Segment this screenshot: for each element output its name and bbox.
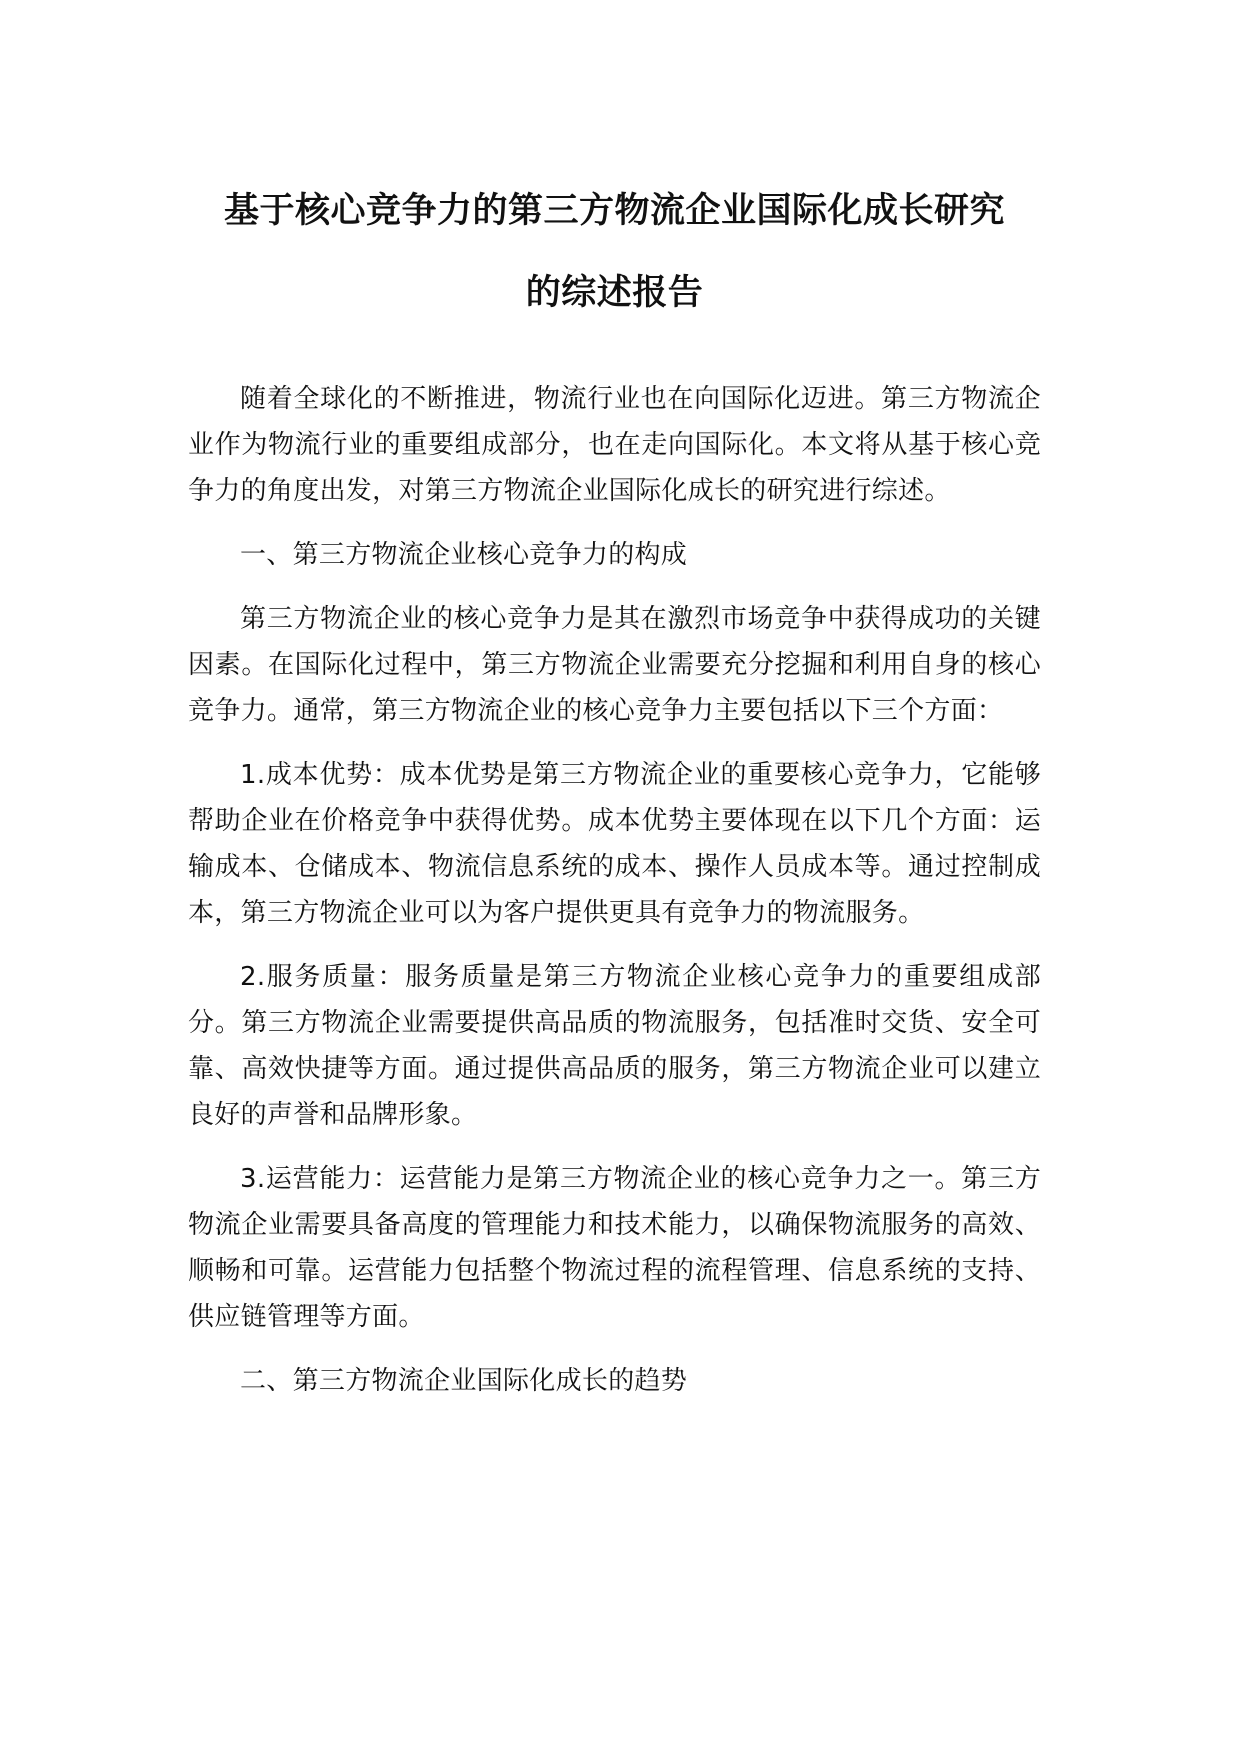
body-paragraph: 第三方物流企业的核心竞争力是其在激烈市场竞争中获得成功的关键因素。在国际化过程中，第三方物流企业需要充分挖掘和利用自身的核心竞争力。通常，第三方物流企业的核心竞争力主要包括以下三个方面：: [188, 604, 1041, 726]
section-heading-2: 二、第三方物流企业国际化成长的趋势: [240, 1366, 688, 1396]
document-title: [188, 0, 1041, 334]
list-item-operations: 3.运营能力：运营能力是第三方物流企业的核心竞争力之一。第三方物流企业需要具备高度的管理能力和技术能力，以确保物流服务的高效、顺畅和可靠。运营能力包括整个物流过程的流程管理、信息系统的支持、供应链管理等方面。: [188, 1164, 1041, 1332]
title-line-2: 的综述报告: [525, 273, 704, 313]
list-item-cost-advantage: 1.成本优势：成本优势是第三方物流企业的重要核心竞争力，它能够帮助企业在价格竞争中获得优势。成本优势主要体现在以下几个方面：运输成本、仓储成本、物流信息系统的成本、操作人员成本等。通过控制成本，第三方物流企业可以为客户提供更具有竞争力的物流服务。: [188, 760, 1041, 928]
list-item-service-quality: 2.服务质量：服务质量是第三方物流企业核心竞争力的重要组成部分。第三方物流企业需要提供高品质的物流服务，包括准时交货、安全可靠、高效快捷等方面。通过提供高品质的服务，第三方物流企业可以建立良好的声誉和品牌形象。: [188, 962, 1041, 1130]
document-body: [188, 376, 1041, 1404]
section-heading-1: 一、第三方物流企业核心竞争力的构成: [240, 540, 688, 570]
intro-paragraph: 随着全球化的不断推进，物流行业也在向国际化迈进。第三方物流企业作为物流行业的重要组成部分，也在走向国际化。本文将从基于核心竞争力的角度出发，对第三方物流企业国际化成长的研究进行综述。: [188, 384, 1041, 506]
title-line-1: 基于核心竞争力的第三方物流企业国际化成长研究: [223, 191, 1005, 231]
